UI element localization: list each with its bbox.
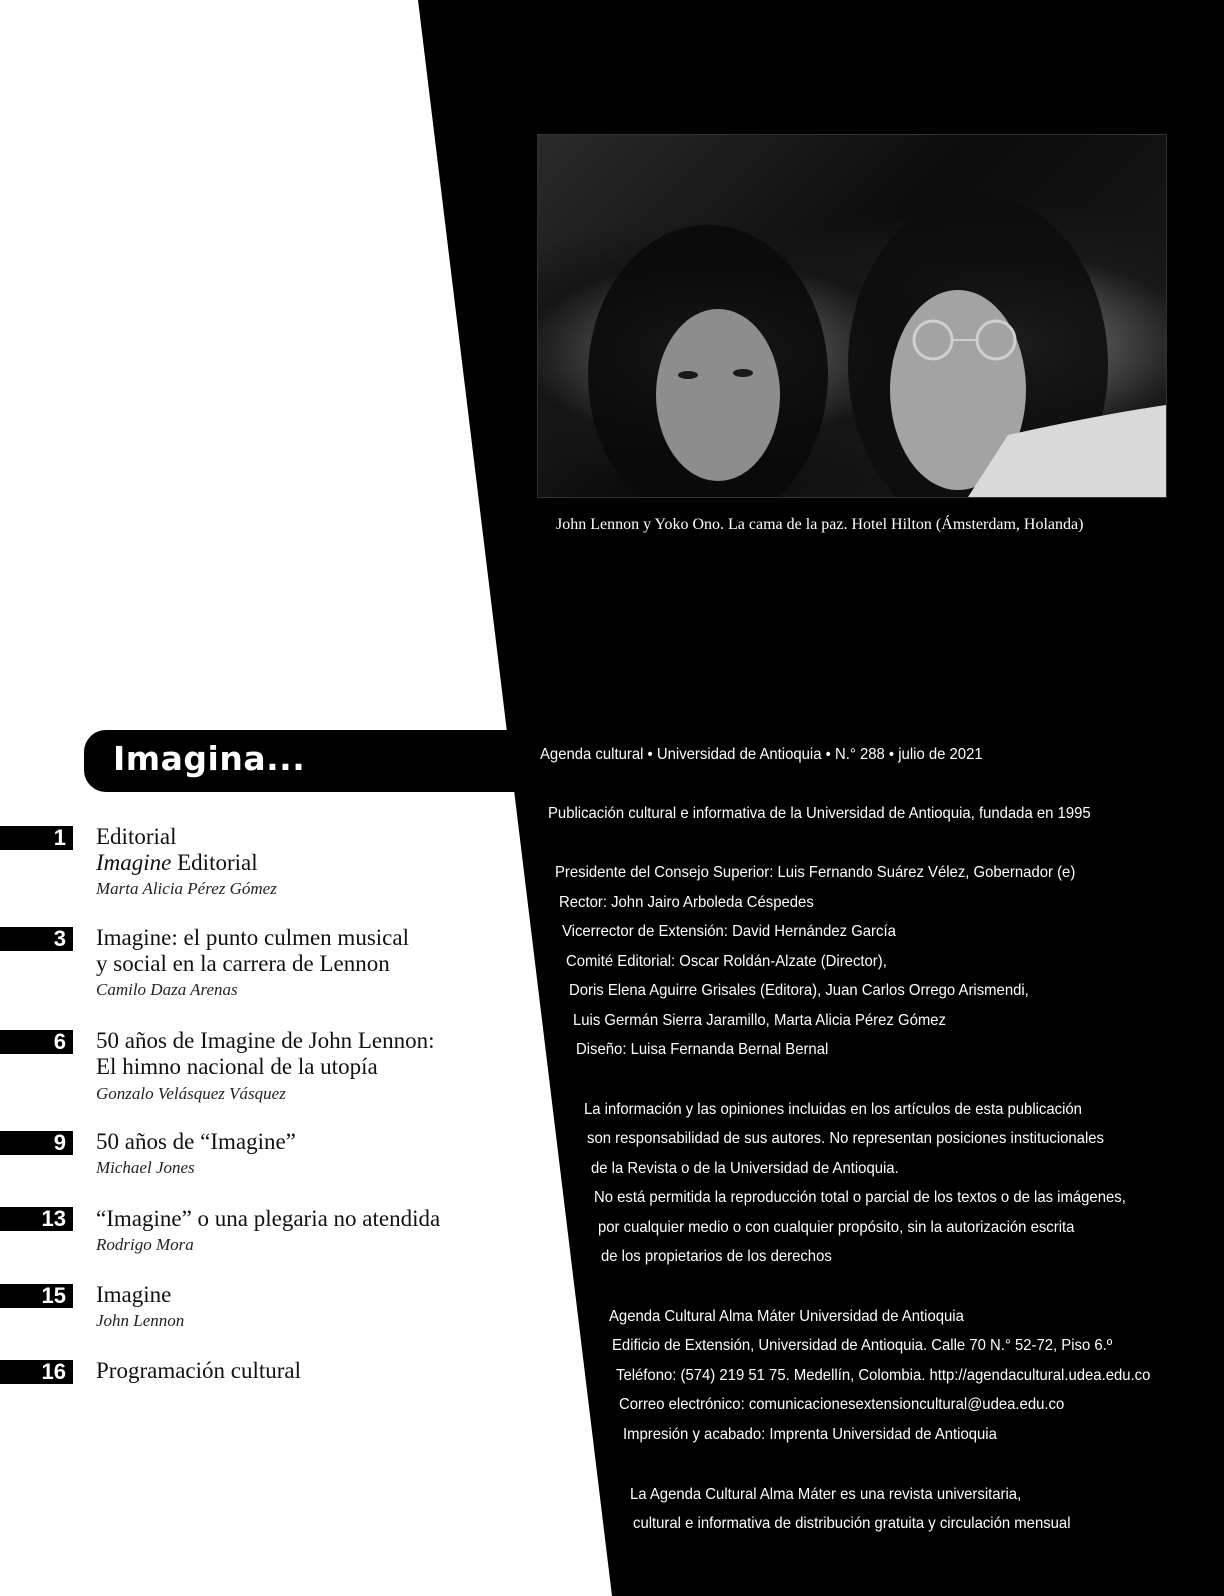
disclaimer-line: son responsabilidad de sus autores. No representan posiciones institucionales xyxy=(587,1130,1104,1147)
article-title: Editorial xyxy=(96,824,177,849)
contact-line: Correo electrónico: comunicacionesextensioncultural@udea.edu.co xyxy=(619,1396,1065,1413)
contact-line: Edificio de Extensión, Universidad de Antioquia. Calle 70 N.° 52-72, Piso 6.º xyxy=(612,1337,1113,1354)
credits-line: Vicerrector de Extensión: David Hernández García xyxy=(562,923,896,940)
article-author: Camilo Daza Arenas xyxy=(96,980,238,999)
article-title-line2: El himno nacional de la utopía xyxy=(96,1054,378,1079)
photo-caption: John Lennon y Yoko Ono. La cama de la paz. Hotel Hilton (Ámsterdam, Holanda) xyxy=(556,516,1084,533)
credits-line: Luis Germán Sierra Jaramillo, Marta Alicia Pérez Gómez xyxy=(573,1012,946,1029)
article-author: Rodrigo Mora xyxy=(96,1235,194,1254)
disclaimer-line: No está permitida la reproducción total o parcial de los textos o de las imágenes, xyxy=(594,1189,1126,1206)
page-number-badge: 9 xyxy=(0,1131,73,1155)
contact-line: Teléfono: (574) 219 51 75. Medellín, Colombia. http://agendacultural.udea.edu.co xyxy=(616,1367,1151,1384)
disclaimer-line: de la Revista o de la Universidad de Antioquia. xyxy=(591,1160,899,1177)
article-author: Gonzalo Velásquez Vásquez xyxy=(96,1084,286,1103)
credits-line: Rector: John Jairo Arboleda Céspedes xyxy=(559,894,814,911)
disclaimer-line: por cualquier medio o con cualquier propósito, sin la autorización escrita xyxy=(598,1219,1075,1236)
page-number-badge: 6 xyxy=(0,1030,73,1054)
page-number-badge: 16 xyxy=(0,1360,73,1384)
publication-line: Publicación cultural e informativa de la Universidad de Antioquia, fundada en 1995 xyxy=(548,805,1091,822)
article-subtitle: Imagine Editorial xyxy=(96,850,258,875)
credits-line: Doris Elena Aguirre Grisales (Editora), Juan Carlos Orrego Arismendi, xyxy=(569,982,1029,999)
page-number-badge: 13 xyxy=(0,1207,73,1231)
article-title-line1: 50 años de Imagine de John Lennon: xyxy=(96,1028,435,1053)
issue-line: Agenda cultural • Universidad de Antioquia • N.° 288 • julio de 2021 xyxy=(540,746,983,763)
about-line: La Agenda Cultural Alma Máter es una revista universitaria, xyxy=(630,1486,1022,1503)
article-title: Programación cultural xyxy=(96,1358,302,1383)
credits-line: Diseño: Luisa Fernanda Bernal Bernal xyxy=(576,1041,829,1058)
article-author: Michael Jones xyxy=(96,1158,195,1177)
disclaimer-line: La información y las opiniones incluidas en los artículos de esta publicación xyxy=(584,1101,1082,1118)
article-title: Imagine xyxy=(96,1282,172,1307)
credits-line: Presidente del Consejo Superior: Luis Fernando Suárez Vélez, Gobernador (e) xyxy=(555,864,1076,881)
article-author: Marta Alicia Pérez Gómez xyxy=(96,879,277,898)
toc-heading: Imagina... xyxy=(113,739,306,778)
about-line: cultural e informativa de distribución gratuita y circulación mensual xyxy=(633,1515,1071,1532)
article-title-line1: Imagine: el punto culmen musical xyxy=(96,925,409,950)
contact-line: Agenda Cultural Alma Máter Universidad de Antioquia xyxy=(609,1308,964,1325)
page-number-badge: 1 xyxy=(0,826,73,850)
contact-line: Impresión y acabado: Imprenta Universidad de Antioquia xyxy=(623,1426,997,1443)
lennon-ono-photo xyxy=(537,134,1167,498)
disclaimer-line: de los propietarios de los derechos xyxy=(601,1248,832,1265)
article-author: John Lennon xyxy=(96,1311,185,1330)
article-title-line2: y social en la carrera de Lennon xyxy=(96,951,390,976)
page-number-badge: 3 xyxy=(0,927,73,951)
article-title: “Imagine” o una plegaria no atendida xyxy=(96,1206,441,1231)
credits-line: Comité Editorial: Oscar Roldán-Alzate (Director), xyxy=(566,953,887,970)
page-number-badge: 15 xyxy=(0,1284,73,1308)
article-title: 50 años de “Imagine” xyxy=(96,1129,296,1154)
